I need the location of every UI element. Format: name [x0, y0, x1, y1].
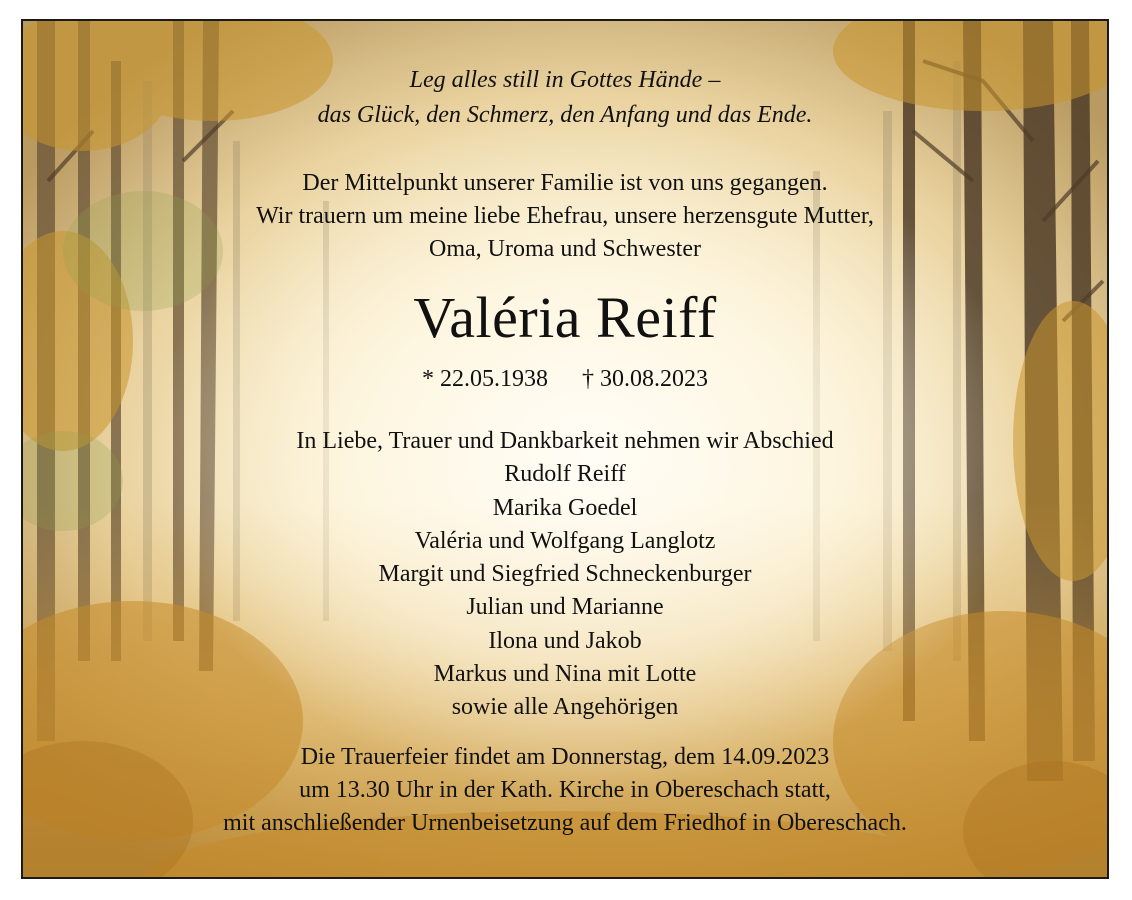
motto-line: Leg alles still in Gottes Hände –: [409, 67, 721, 93]
service-line: Die Trauerfeier findet am Donnerstag, dem 14.09.2023: [300, 744, 830, 770]
mourner-name: Markus und Nina mit Lotte: [433, 661, 697, 688]
motto-verse: [23, 63, 1107, 133]
mourner-name: Valéria und Wolfgang Langlotz: [414, 527, 716, 554]
intro-line: Wir trauern um meine liebe Ehefrau, unsere herzensgute Mutter,: [256, 203, 874, 229]
death-date: † 30.08.2023: [582, 366, 708, 392]
mourner-name: sowie alle Angehörigen: [451, 694, 679, 721]
mourner-name: Ilona und Jakob: [488, 627, 642, 654]
mourner-name: Julian und Marianne: [466, 594, 664, 621]
intro-line: Der Mittelpunkt unserer Familie ist von uns gegangen.: [302, 170, 828, 196]
service-line: um 13.30 Uhr in der Kath. Kirche in Obereschach statt,: [299, 777, 831, 803]
deceased-name: Valéria Reiff: [413, 285, 717, 350]
mourner-name: Margit und Siegfried Schneckenburger: [378, 561, 752, 588]
life-dates: [23, 363, 1107, 395]
obituary-frame: [21, 19, 1109, 879]
service-line: mit anschließender Urnenbeisetzung auf dem Friedhof in Obereschach.: [223, 810, 907, 836]
mourners-list: [23, 425, 1107, 725]
mourners-intro: In Liebe, Trauer und Dankbarkeit nehmen wir Abschied: [296, 428, 834, 454]
intro-line: Oma, Uroma und Schwester: [429, 236, 701, 262]
mourner-name: Rudolf Reiff: [504, 461, 626, 488]
funeral-service-info: [23, 741, 1107, 840]
intro-text: [23, 167, 1107, 266]
mourner-name: Marika Goedel: [492, 494, 638, 521]
birth-date: * 22.05.1938: [422, 366, 548, 392]
motto-line: das Glück, den Schmerz, den Anfang und das Ende.: [317, 102, 813, 128]
